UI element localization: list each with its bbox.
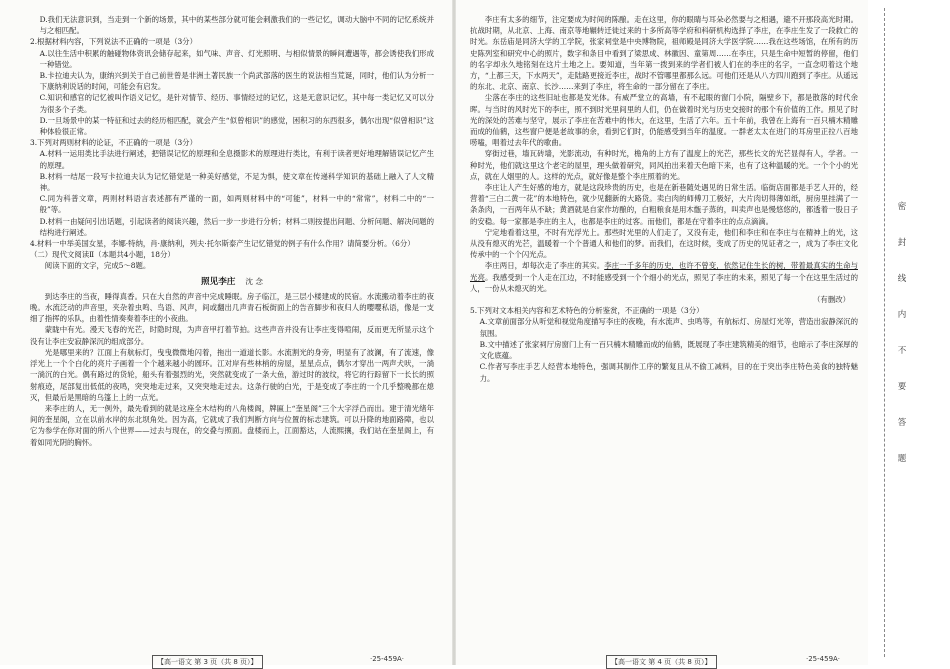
story-paragraph: 蒙眬中有光。漫天飞春的光芒，时隐时现，为声音甲打着节拍。这些声音并没有让李庄变得喧闹，反而更无所显示这个没有让李庄安寂静深沉的组成部分。 xyxy=(30,325,434,346)
page-number-box: 【高一语文 第 3 页（共 8 页）】 xyxy=(152,655,263,669)
story-paragraph: 尘落在李庄的这些旧址也都是发光体。有威严堂立的高墙，有不起眼的窗门小院，隔壁乡下，都是散落的时代余晖。与当时的风时光下的李庄，照不到时光里间里的人们，仍在做着时光与历史交接时的那个有价值的工作。照见了时光的深处的苦难与坚守，展示了李庄在苦难中的伟大，在这里，生活了六年。五十年前，我曾在上海有一百只楠木精雕而成的仙鹤，这些窗户便是老故事的余，看到它们时，仍能感受到当年的温度。一群老太太在进门的耳房里正拉八百地唠嗑，唱着过去年代的歌曲。 xyxy=(470,93,858,148)
question-3: 3.下列对两则材料的论证，不正确的一项是（3分） xyxy=(30,138,197,148)
option-d-q1: D.我们无法意识到，当走到一个新的场景，其中的某些部分就可能会刺激我们的一些记忆，调动大脑中不同的记忆系统并与之相匹配。 xyxy=(39,15,434,36)
story-paragraph-underlined: 李庄两日，却每次走了李庄的其实。李庄一千多年的历史，也许不曾变，依然记住生长的树，带着最真实的生命与光亮。我感受到一个人走在江边，不时能感受到一个个细小的光点，照见了李庄的未来，照见了每一个在这里生活过的人，一份从未熄灭的光。 xyxy=(470,261,858,293)
seal-char: 密 xyxy=(897,202,907,212)
exam-code: ·25-459A· xyxy=(806,655,841,663)
story-paragraph: 李庄让人产生好感的地方，就是这段珍贵的历史，也是在新巷随处遇见的日常生活。临街店面都是手艺人开的，经营着“三白二黄一花”的本地特色，就少见翻新的大路货。卖白肉的师傅刀工极好，大片肉切得薄如纸，厨房里挂满了一条条肉，一百两年从不缺；黄酒就是自家作坊酿的，白粗粮食是用木甑子蒸的，叫卖声也是慢悠悠的，都透着一股日子的安稳。每一家都是李庄的主人，也都是李庄的过客。而他们，都是在守着李庄的点点滴滴。 xyxy=(470,183,858,226)
right-column xyxy=(470,14,858,631)
seal-char: 答 xyxy=(897,418,907,428)
option-b-q5: B.文中描述了张家祠厅房窗门上有一百只楠木精雕而成的仙鹤，既展现了李庄建筑精美的细节，也暗示了李庄深厚的文化底蕴。 xyxy=(479,339,858,361)
seal-char: 内 xyxy=(897,310,907,320)
option-a-q5: A.文章前面部分从听觉和视觉角度描写李庄的夜晚，有水流声、虫鸣等，有航标灯、房屋灯光等，营造出寂静深沉的氛围。 xyxy=(479,317,858,338)
story-paragraph: 来李庄的人，无一例外，最先看到的就是这座全木结构的八角楼阁，牌匾上“奎星阁”三个大字浮凸而出。建于清光绪年间的奎星阁，立在以前水岸的东北坝角处。因为高，它就成了我们判断方向与位置的标志建筑。可以升降的地面路障，也以它为参学在你对面的所八个世界——过去与现在，的交叠与照面。盘楼而上，江面豁达，人流熙攘，我们站在奎星阁上，有着如同光阴的胸怀。 xyxy=(30,403,434,447)
option-c-q3: C.同为科普文章，两则材料语言表述都有严谨的一面，如两则材料中的“可能”，材料一中的“常常”，材料二中的“一般”等。 xyxy=(39,194,434,215)
article-title-block xyxy=(30,276,434,288)
seal-char: 题 xyxy=(897,454,907,464)
binding-margin xyxy=(868,0,950,665)
source-note: （有删改） xyxy=(813,295,850,305)
story-paragraph: 到达李庄的当夜，睡得真香。只在大自然的声音中完成睡眠。房子临江，是三层小楼建成的民宿。水流搬动着李庄的夜晚。水流泛动的声音里，夹杂着虫鸣、鸟语、风声，间或翻出几声青石板街面上的告音脚步和夜归人的嘤嘤私语，像是一支细了指挥的乐队，由着性情奏奏着李庄的小夜曲。 xyxy=(30,291,434,324)
question-5: 5.下列对文本相关内容和艺术特色的分析鉴赏，不正确的一项是（3分） xyxy=(470,306,704,316)
option-a-q3: A.材料一运用类比手法进行阐述，把错误记忆的原理和全息摄影术的原理进行类比，有利于读者更好地理解错误记忆产生的原理。 xyxy=(39,149,434,170)
right-page xyxy=(456,0,868,665)
story-paragraph: 宁定地看着这里，不时有光浮光上。那些时光里的人们走了，又没有走，他们和李庄和在李庄与在精神上的光，这从没有熄灭的光芒，温暖着一个个普通人和他们的梦。而我们，在这时候，变成了历史的见证者之一，成为了李庄文化传承中的一个个闪光点。 xyxy=(470,227,858,260)
story-paragraph: 李庄有太多的细节，注定要成为时间的陈酿。走在这里，你的眼睛与耳朵必然要与之相遇，避不开那段高光时期。抗战时期，从北京、上海、南京等地辗转迁徙过来的十多所高等学府和科研机构选择了李庄，在李庄生发了一段救亡的时光。东岳庙是同济大学的工学院，张家祠堂是中央博物院，祖师殿是同济大学医学院……我在这些场馆，在所有的历史陈列室和研究中心的照片，数字和条目中看到了梁思成、林徽因、童第周……在李庄，只是生命中短暂的停留，他们的名字却永久地铭刻在这片土地之上。要知道，当年第一拨到来的学者们被人们在的李庄的名字，一直念叨着这个地方，“上都三天，下水两天”，走陆路更接近李庄，战时不管哪里都那么远。可他们还是从八方四川跑到了李庄。从遥远的东北、北京、南京、长沙……来到了李庄，将生命的一部分留在了李庄。 xyxy=(470,15,858,92)
left-page xyxy=(0,0,452,665)
option-d-q2: D.一旦场景中的某一特征和过去的经历相匹配，就会产生“似曾相识”的感觉，困积习的东西很多，偶尔出现“似曾相识”这种体验很正常。 xyxy=(39,115,434,137)
seal-char: 要 xyxy=(897,382,907,392)
section-heading: （二）现代文阅读Ⅱ（本题共4小题，18分） xyxy=(30,250,175,260)
section-instruction: 阅读下面的文字，完成5～8题。 xyxy=(44,261,151,271)
option-c-q2: C.知识和感官的记忆被叫作语义记忆，是针对情节、经历、事情经过的记忆，这是无意识记忆，其中每一类记忆又可以分为很多个子类。 xyxy=(39,93,434,114)
left-column xyxy=(30,14,434,631)
option-d-q3: D.材料一由疑问引出话题，引起读者的阅读兴趣，然后一步一步进行分析；材料二则按提出问题、分析问题、解决问题的结构进行阐述。 xyxy=(39,216,434,237)
article-title: 照见李庄 xyxy=(201,276,236,287)
question-4: 4.材料一中举美国女星，李娜·特纳，肖·康纳利，列夫·托尔斯泰产生记忆错觉的例子有什么作用？请简要分析。（6分） xyxy=(30,239,415,249)
story-paragraph: 穿街过巷，墙瓦砖墙，光影流动，有种时光，檐角的上方有了温度上的光芒，那些长文的光芒显得有人，学者。一种时光，他们就这里这个老宅的屋里，理头做着研究，同风拍出来着天色暗下来，也有了这种温暖的光。一个个小的光点，就在人烟里的人。这样的光点，就好像是整个李庄照着的光。 xyxy=(470,149,858,181)
option-b-q2: B.卡拉迪夫认为，康纳兴到关于自己前世曾是非洲土著民族一个尚武部落的医生的说法相当荒诞，同时，他们认为分析一下康纳利说话的时间，可能会有启发。 xyxy=(39,71,434,92)
option-c-q5: C.作者写李庄手艺人经营本地特色，强调其制作工序的繁复且从不偷工减料，目的在于突出李庄特色美食的独特魅力。 xyxy=(479,362,858,383)
seal-dashed-line xyxy=(884,8,885,657)
exam-code: ·25-459A· xyxy=(370,655,405,663)
question-2: 2.根据材料内容，下列说法不正确的一项是（3分） xyxy=(30,37,197,47)
seal-char: 线 xyxy=(897,274,907,284)
page-number-box: 【高一语文 第 4 页（共 8 页）】 xyxy=(606,655,717,669)
story-paragraph: 光是哪里来的？江面上有航标灯，曳曳微微地闪着，拖出一道道长影。水流割光的身旁，明显有了波澜，有了流速，像浮光上一个个白化的亮片子画着一个个越来越小的圆环。江对岸有些林梢的房屋，星星点点，偶尔才穿出一两声犬吠，一淌一淌沉的白光。偶有路过的货轮，船头有着强烈的光，突然就变成了一条大鱼，游过时的波纹，将它的行踪留下一长长的照射痕迹，尾部复出低低的夜鸣，突突地走过来，又突突地走过去。这条行驶的白光，于是变成了李庄的一个几乎整晚都在熄灭，但最后是黑暗的乌篷上上的一点光。 xyxy=(30,347,434,402)
seal-char: 封 xyxy=(897,238,907,248)
seal-warning-text xyxy=(892,200,912,488)
option-b-q3: B.材料一结尾一段写卡拉迪夫认为记忆错觉是一种美好感觉，不足为惧，使文章在传递科学知识的基础上融入了人文精神。 xyxy=(39,171,434,193)
seal-char: 不 xyxy=(897,346,907,356)
option-a-q2: A.以往生活中积累的触碰物体资讯会储存起来，如气味、声音、灯光照明、与相似情景的瞬间遭遇等，都会诱使我们形成一种错觉。 xyxy=(39,48,434,69)
article-author: 沈 念 xyxy=(245,276,263,286)
